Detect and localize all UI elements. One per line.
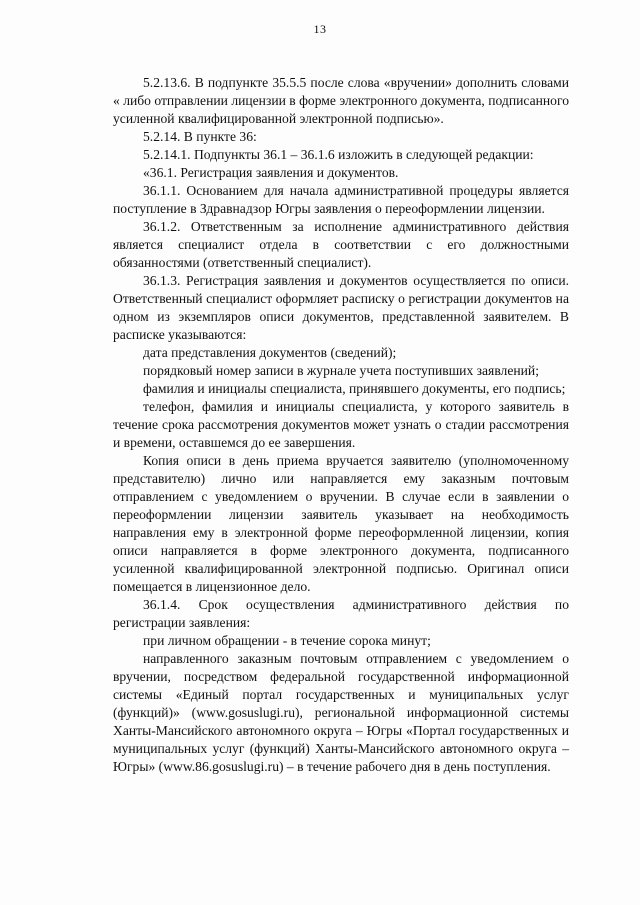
list-item-in-person: при личном обращении - в течение сорока минут; bbox=[143, 633, 431, 648]
paragraph-5-2-13-6: 5.2.13.6. В подпункте 35.5.5 после слова «вручении» дополнить словами « либо отправлении лицензии в форме электронного документа, подписанного усиленной квалифицированной электронной подписью». bbox=[113, 75, 569, 126]
paragraph-5-2-14: 5.2.14. В пункте 36: bbox=[143, 129, 257, 144]
paragraph-5-2-14-1: 5.2.14.1. Подпункты 36.1 – 36.1.6 изложить в следующей редакции: bbox=[143, 147, 534, 162]
list-item-specialist-phone: телефон, фамилия и инициалы специалиста, у которого заявитель в течение срока рассмотрения документов может узнать о стадии рассмотрения и времени, оставшемся до ее завершения. bbox=[113, 399, 569, 450]
document-body bbox=[113, 74, 569, 776]
list-item-date: дата представления документов (сведений); bbox=[143, 345, 397, 360]
list-item-record-number: порядковый номер записи в журнале учета поступивших заявлений; bbox=[143, 363, 539, 378]
list-item-by-mail-or-portal: направленного заказным почтовым отправлением с уведомлением о вручении, посредством федеральной государственной информационной системы «Единый портал государственных и муниципальных услуг (функций)» (www.gosuslugi.ru), региональной информационной системы Ханты-Мансийского автономного округа – Югры «Портал государственных и муниципальных услуг (функций) Ханты-Мансийского автономного округа – Югры» (www.86.gosuslugi.ru) – в течение рабочего дня в день поступления. bbox=[113, 651, 569, 774]
paragraph-36-1-4: 36.1.4. Срок осуществления административного действия по регистрации заявления: bbox=[113, 597, 569, 630]
paragraph-36-1-3: 36.1.3. Регистрация заявления и документов осуществляется по описи. Ответственный специалист оформляет расписку о регистрации документов на одном из экземпляров описи документов, представленной заявителем. В расписке указываются: bbox=[113, 273, 569, 342]
page-number: 13 bbox=[313, 22, 327, 36]
paragraph-copy-of-inventory: Копия описи в день приема вручается заявителю (уполномоченному представителю) лично или направляется ему заказным почтовым отправлением с уведомлением о вручении. В случае если в заявлении о переоформлении лицензии заявитель указывает на необходимость направления ему в электронной форме переоформленной лицензии, копия описи направляется в форме электронного документа, подписанного усиленной квалифицированной электронной подписью. Оригинал описи помещается в лицензионное дело. bbox=[113, 453, 569, 594]
paragraph-36-1-heading: «36.1. Регистрация заявления и документов. bbox=[143, 165, 399, 180]
paragraph-36-1-2: 36.1.2. Ответственным за исполнение административного действия является специалист отдела в соответствии с его должностными обязанностями (ответственный специалист). bbox=[113, 219, 569, 270]
paragraph-36-1-1: 36.1.1. Основанием для начала административной процедуры является поступление в Здравнадзор Югры заявления о переоформлении лицензии. bbox=[113, 183, 569, 216]
list-item-specialist-name: фамилия и инициалы специалиста, принявшего документы, его подпись; bbox=[143, 381, 566, 396]
